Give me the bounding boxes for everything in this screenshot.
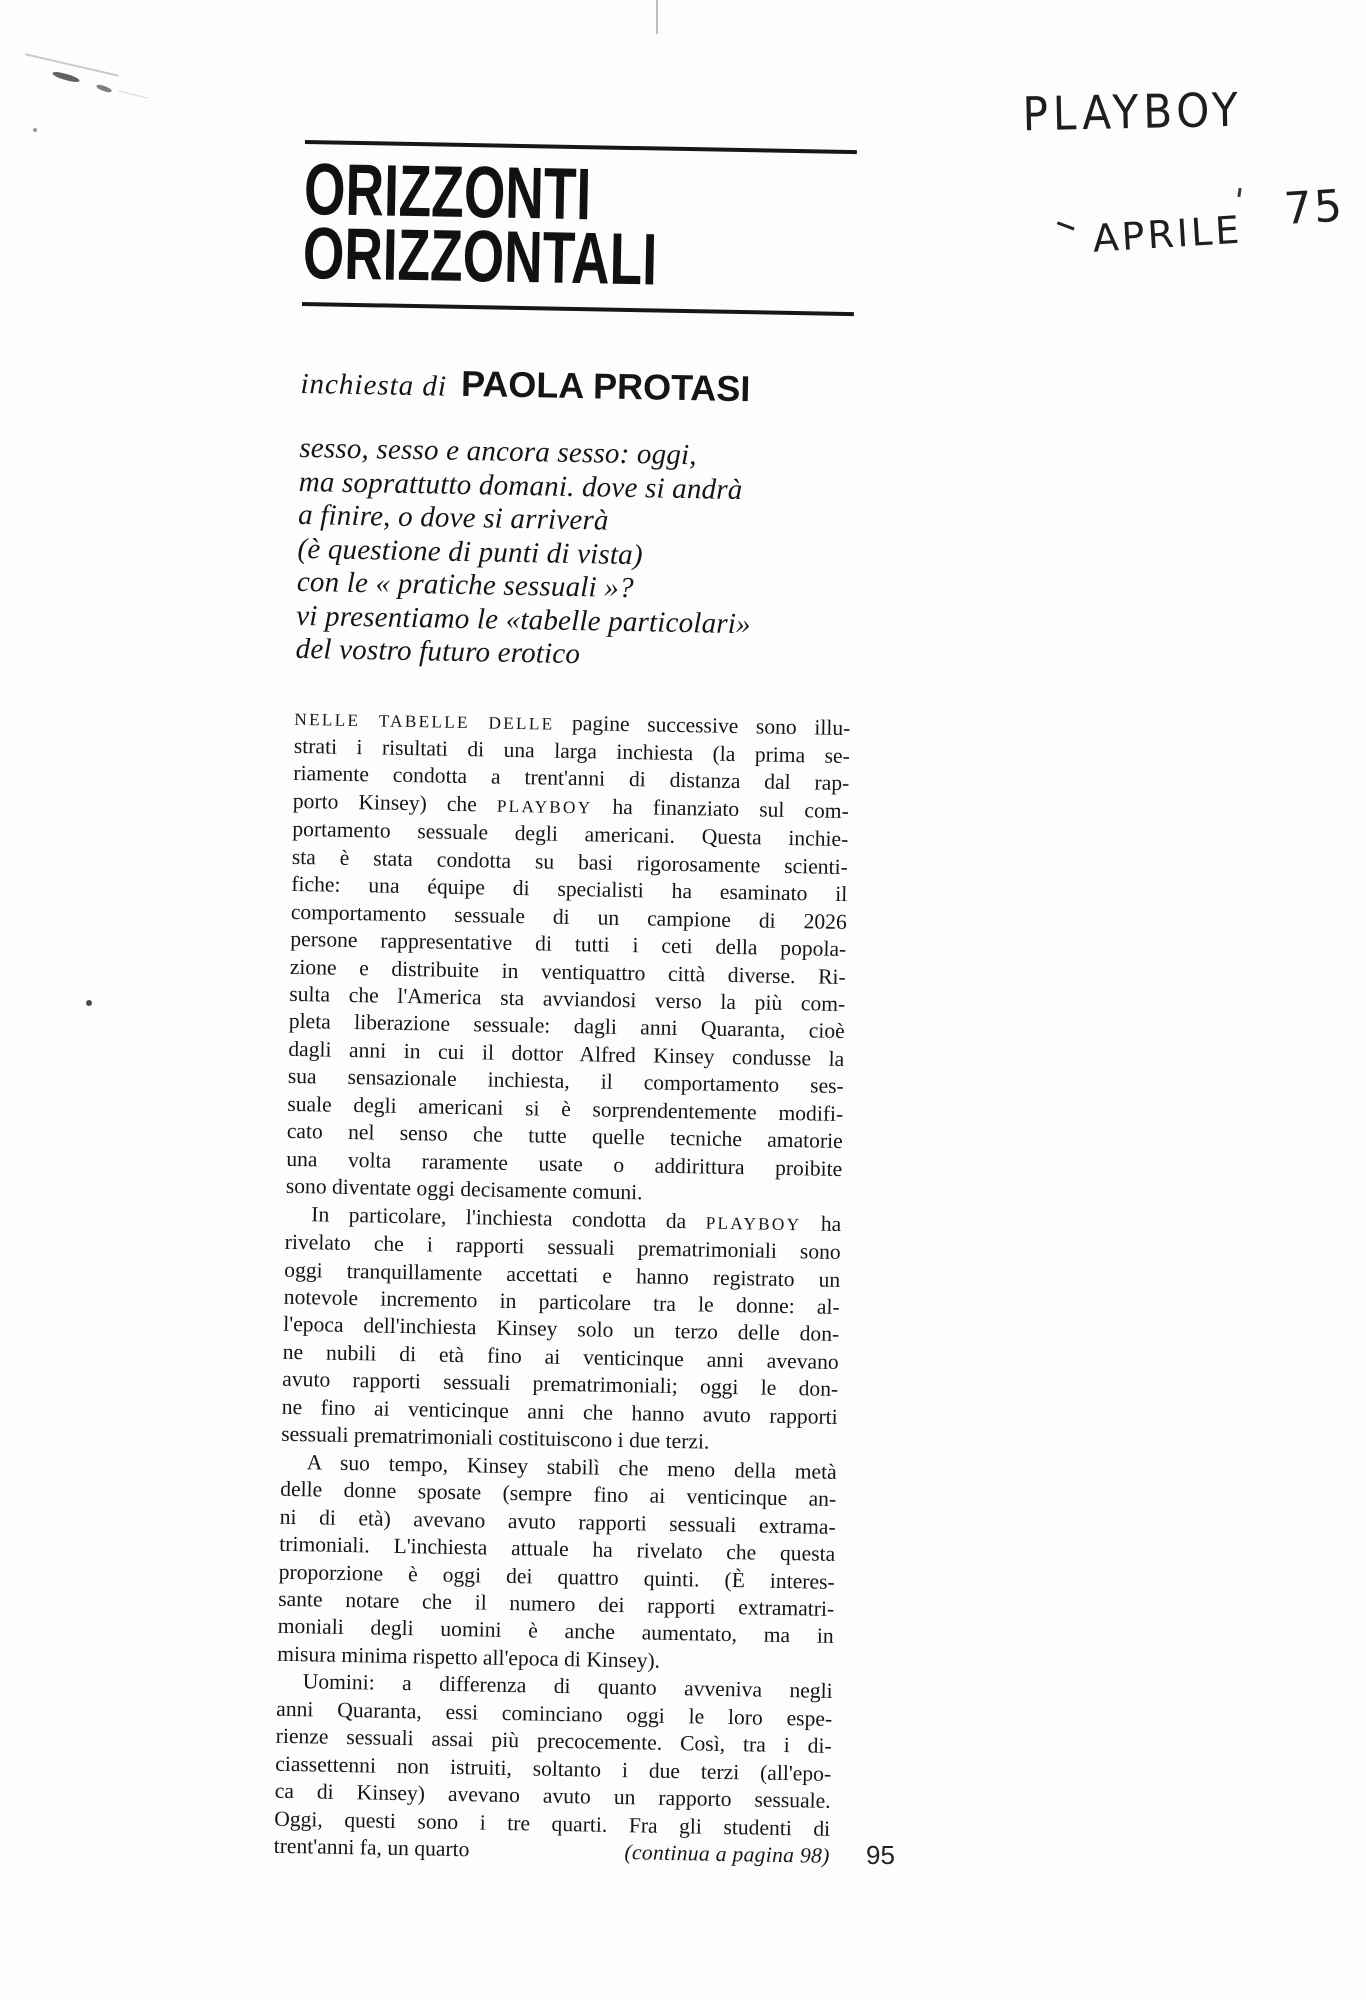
body-text: In particolare, l'inchiesta condotta da bbox=[311, 1201, 706, 1234]
body-text: misura minima rispetto all'epoca di Kinsey). bbox=[277, 1641, 661, 1673]
body-text: oggi tranquillamente accettati e hanno registrato un bbox=[284, 1257, 841, 1292]
body-text: ciassettenni non istruiti, soltanto i due terzi (all'epo- bbox=[275, 1751, 832, 1786]
handwritten-magazine-name: PLAYBOY bbox=[1022, 83, 1244, 143]
body-text: sulta che l'America sta avviandosi verso la più com- bbox=[289, 981, 846, 1017]
handwritten-issue-date bbox=[1056, 180, 1346, 264]
ink-dot bbox=[86, 1000, 92, 1006]
article-title-line2: ORIZZONTALI bbox=[302, 212, 658, 301]
body-text: una volta raramente usate o addirittura proibite bbox=[286, 1146, 843, 1181]
article-title-line1: ORIZZONTI bbox=[303, 148, 592, 236]
ink-speck bbox=[33, 128, 37, 132]
body-text: ha finanziato sul com- bbox=[592, 794, 850, 823]
byline-prefix: inchiesta di bbox=[300, 367, 448, 403]
body-text: ha bbox=[801, 1210, 842, 1236]
body-text: portamento sessuale degli americani. Questa inchie- bbox=[292, 817, 849, 852]
pencil-smudge bbox=[25, 53, 119, 77]
body-text: trimoniali. L'inchiesta attuale ha rivelato che questa bbox=[279, 1531, 836, 1567]
body-text: Uomini: a differenza di quanto avveniva negli bbox=[302, 1669, 833, 1704]
article-column bbox=[273, 140, 860, 1870]
standfirst-line: con le « pratiche sessuali »? bbox=[296, 565, 634, 605]
pencil-smudge bbox=[52, 70, 81, 83]
body-text: ni di età) avevano avuto rapporti sessuali extrama- bbox=[279, 1504, 836, 1539]
standfirst-line: sesso, sesso e ancora sesso: oggi, bbox=[299, 431, 698, 472]
body-text: notevole incremento in particolare tra le donne: al- bbox=[283, 1284, 840, 1320]
body-text: porto Kinsey) che bbox=[292, 788, 498, 817]
body-text: trent'anni fa, un quarto bbox=[273, 1833, 470, 1862]
page-number: 95 bbox=[866, 1840, 895, 1870]
pencil-smudge bbox=[118, 90, 147, 98]
body-text: cato nel senso che tutte quelle tecniche amatorie bbox=[286, 1119, 843, 1154]
standfirst-line: ma soprattutto domani. dove si andrà bbox=[298, 465, 743, 506]
body-text: comportamento sessuale di un campione di 2026 bbox=[290, 899, 847, 934]
body-text: avuto rapporti sessuali prematrimoniali; oggi le don- bbox=[282, 1367, 839, 1402]
body-text: anni Quaranta, essi cominciano oggi le loro espe- bbox=[276, 1696, 833, 1731]
handwritten-month: APRILE bbox=[1091, 207, 1244, 261]
body-text: persone rappresentative di tutti i ceti della popola- bbox=[290, 926, 847, 962]
title-rule-bottom bbox=[302, 302, 854, 316]
body-text: rivelato che i rapporti sessuali prematrimoniali sono bbox=[284, 1229, 841, 1265]
standfirst-line: vi presentiamo le «tabelle particolari» bbox=[295, 599, 752, 640]
pen-tick bbox=[1237, 188, 1241, 197]
continuation-note: (continua a pagina 98) bbox=[624, 1840, 830, 1868]
body-text: sessuali prematrimoniali costituiscono i due terzi. bbox=[281, 1422, 710, 1454]
standfirst-line: del vostro futuro erotico bbox=[295, 632, 581, 671]
body-text: Oggi, questi sono i tre quarti. Fra gli studenti di bbox=[274, 1806, 831, 1841]
body-text: pleta liberazione sessuale: dagli anni Quaranta, cioè bbox=[288, 1009, 845, 1044]
body-text: A suo tempo, Kinsey stabilì che meno della metà bbox=[306, 1449, 837, 1484]
body-text: rienze sessuali assai più precocemente. Così, tra i di- bbox=[275, 1723, 832, 1759]
body-paragraph bbox=[281, 1200, 841, 1458]
pencil-smudge bbox=[96, 83, 113, 93]
standfirst-line: a finire, o dove si arriverà bbox=[297, 498, 609, 537]
body-text: strati i risultati di una larga inchiesta (la prima se- bbox=[293, 733, 851, 769]
body-text: suale degli americani si è sorprendentemente modifi- bbox=[287, 1091, 844, 1126]
body-text: proporzione è oggi dei quattro quinti. (È interes- bbox=[278, 1559, 835, 1594]
body-text: pagine successive sono illu- bbox=[554, 710, 851, 740]
body-paragraph bbox=[286, 704, 851, 1210]
byline-author: PAOLA PROTASI bbox=[460, 362, 751, 410]
byline bbox=[300, 362, 857, 418]
article-body bbox=[273, 704, 850, 1870]
body-text: riamente condotta a trent'anni di distanza dal rap- bbox=[293, 761, 850, 796]
smallcaps-text: PLAYBOY bbox=[496, 796, 593, 818]
body-text: ne nubili di età fino ai venticinque anni avevano bbox=[282, 1339, 839, 1374]
body-text: ca di Kinsey) avevano avuto un rapporto sessuale. bbox=[274, 1778, 831, 1814]
handwritten-year: 75 bbox=[1282, 180, 1346, 236]
body-text: sua sensazionale inchiesta, il comportamento ses- bbox=[287, 1064, 844, 1099]
smallcaps-text: NELLE TABELLE DELLE bbox=[294, 709, 555, 734]
body-text: zione e distribuite in ventiquattro città diverse. Ri- bbox=[289, 954, 846, 989]
body-paragraph bbox=[277, 1449, 837, 1679]
body-text: moniali degli uomini è anche aumentato, ma in bbox=[277, 1614, 834, 1649]
scan-crease bbox=[656, 0, 658, 34]
body-text: delle donne sposate (sempre fino ai venticinque an- bbox=[280, 1476, 837, 1512]
body-text: ne fino ai venticinque anni che hanno avuto rapporti bbox=[281, 1394, 838, 1429]
body-text: dagli anni in cui il dottor Alfred Kinsey condusse la bbox=[288, 1036, 845, 1071]
standfirst-line: (è questione di punti di vista) bbox=[297, 532, 644, 571]
article-standfirst bbox=[295, 432, 855, 677]
smallcaps-text: PLAYBOY bbox=[705, 1213, 802, 1234]
body-text: l'epoca dell'inchiesta Kinsey solo un terzo delle don- bbox=[283, 1312, 840, 1347]
body-paragraph bbox=[273, 1668, 832, 1870]
article-title bbox=[302, 148, 710, 301]
body-text: sante notare che il numero dei rapporti extramatri- bbox=[278, 1586, 835, 1621]
body-text: sono diventate oggi decisamente comuni. bbox=[285, 1174, 643, 1205]
body-text: fiche: una équipe di specialisti ha esaminato il bbox=[291, 872, 848, 907]
body-text: sta è stata condotta su basi rigorosamente scienti- bbox=[291, 844, 848, 879]
